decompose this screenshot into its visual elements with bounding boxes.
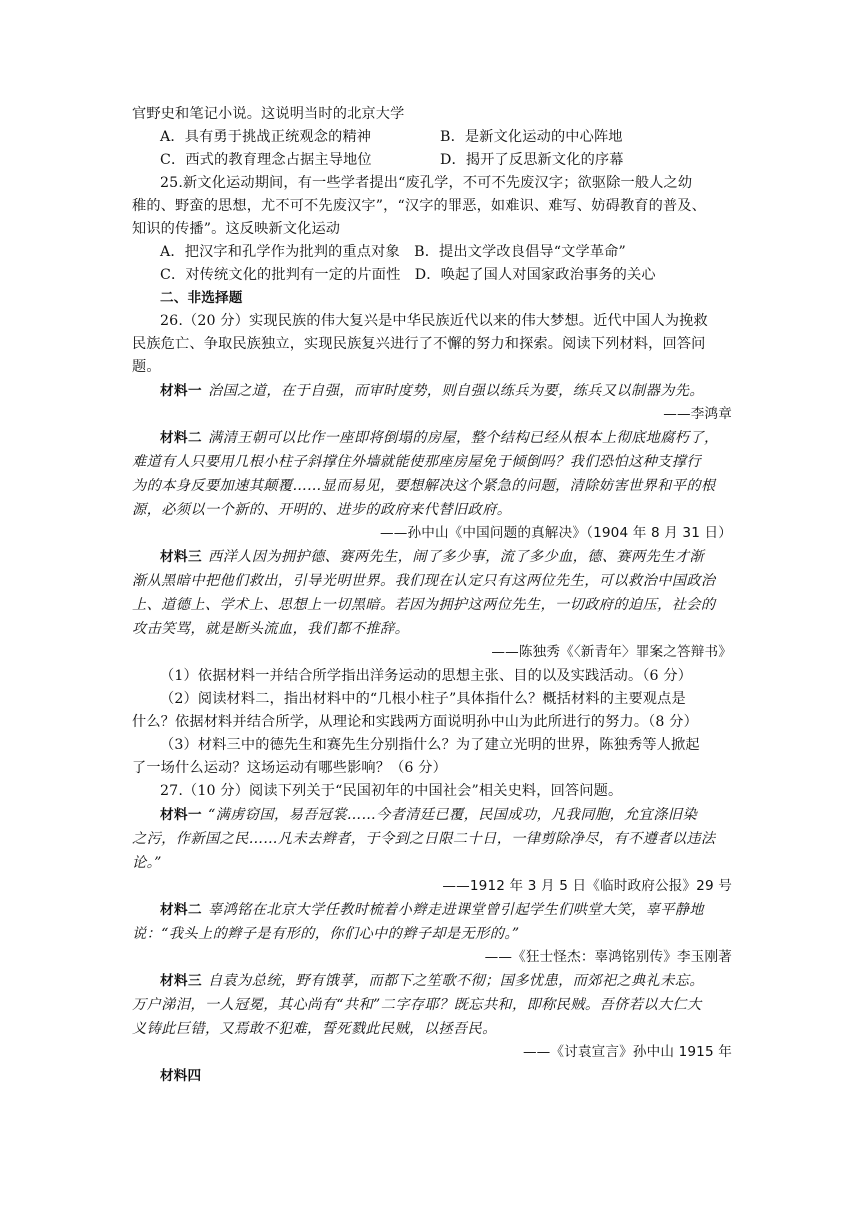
q26-material-1 [160, 380, 732, 402]
q27-material-3-line-1 [160, 970, 732, 992]
q27-material-3-line-2: 万户涕泪，一人冠冕，其心尚有“共和”二字存耶？既忘共和，即称民贼。吾侪若以大仁大 [132, 997, 702, 1013]
q25-stem-line-3: 知识的传播”。这反映新文化运动 [132, 221, 341, 237]
q27-material-1-line-3: 论。” [132, 855, 162, 871]
q27-material-2-source: ——《狂士怪杰：辜鸿铭别传》李玉刚著 [484, 949, 732, 965]
q24-option-a: A．具有勇于挑战正统观念的精神 [160, 129, 372, 145]
q26-material-2-line-1 [160, 427, 732, 449]
q26-subquestion-1: （1）依据材料一并结合所学指出洋务运动的思想主张、目的以及实践活动。（6 分） [160, 668, 693, 684]
q26-material-3-source: ——陈独秀《〈新青年〉罪案之答辩书》 [491, 644, 732, 660]
material-text: 治国之道，在于自强，而审时度势，则自强以练兵为要，练兵又以制器为先。 [207, 383, 704, 399]
material-label: 材料三 [160, 973, 202, 989]
q24-stem-end: 官野史和笔记小说。这说明当时的北京大学 [132, 106, 405, 122]
q27-material-2-line-1 [160, 899, 732, 921]
q26-material-3-line-3: 上、道德上、学术上、思想上一切黑暗。若因为拥护这两位先生，一切政府的迫压，社会的 [132, 597, 716, 613]
q27-material-3-line-3: 义铸此巨错，又焉敢不犯难，誓死戮此民贼，以拯吾民。 [132, 1021, 497, 1037]
q26-material-1-source: ——李鸿章 [663, 406, 732, 422]
material-text: “满虏窃国，易吾冠裳……今者清廷已覆，民国成功，凡我同胞，允宜涤旧染 [207, 807, 698, 823]
q27-material-4-label [160, 1065, 732, 1087]
q26-material-3-line-2: 渐从黑暗中把他们救出，引导光明世界。我们现在认定只有这两位先生，可以救治中国政治 [132, 573, 716, 589]
q26-material-2-line-2: 难道有人只要用几根小柱子斜撑住外墙就能使那座房屋免于倾倒吗？我们恐怕这种支撑行 [132, 454, 701, 470]
q26-stem-line-1: 26.（20 分）实现民族的伟大复兴是中华民族近代以来的伟大梦想。近代中国人为挽救 [160, 313, 708, 329]
q26-subquestion-2-line-1: （2）阅读材料二，指出材料中的“几根小柱子”具体指什么？概括材料的主要观点是 [160, 691, 686, 707]
material-label: 材料三 [160, 549, 202, 565]
material-label: 材料四 [160, 1068, 202, 1084]
q26-material-2-line-3: 为的本身反要加速其颠覆……显而易见，要想解决这个紧急的问题，清除妨害世界和平的根 [132, 478, 716, 494]
q24-option-c: C．西式的教育理念占据主导地位 [160, 152, 372, 168]
q26-subquestion-3-line-2: 了一场什么运动？这场运动有哪些影响？（6 分） [132, 760, 447, 776]
q26-material-3-line-1 [160, 546, 732, 568]
q26-subquestion-2-line-2: 什么？依据材料并结合所学，从理论和实践两方面说明孙中山为此所进行的努力。（8 分） [132, 714, 698, 730]
q27-stem: 27.（10 分）阅读下列关于“民国初年的中国社会”相关史料，回答问题。 [160, 783, 623, 799]
q26-material-2-source: ——孙中山《中国问题的真解决》（1904 年 8 月 31 日） [379, 525, 732, 541]
q27-material-3-source: ——《讨袁宣言》孙中山 1915 年 [522, 1044, 732, 1060]
q26-material-3-line-4: 攻击笑骂，就是断头流血，我们都不推辞。 [132, 621, 410, 637]
q27-material-1-line-1 [160, 804, 732, 826]
q26-material-2-line-4: 源，必须以一个新的、开明的、进步的政府来代替旧政府。 [132, 502, 512, 518]
q25-options-cd: C．对传统文化的批判有一定的片面性 D．唤起了国人对国家政治事务的关心 [160, 267, 656, 283]
q27-material-1-source: ——1912 年 3 月 5 日《临时政府公报》29 号 [442, 878, 732, 894]
material-text: 西洋人因为拥护德、赛两先生，闹了多少事，流了多少血，德、赛两先生才渐 [207, 549, 704, 565]
q24-option-b: B．是新文化运动的中心阵地 [440, 129, 623, 145]
material-text: 满清王朝可以比作一座即将倒塌的房屋，整个结构已经从根本上彻底地腐朽了， [207, 430, 719, 446]
material-label: 材料二 [160, 902, 202, 918]
q26-subquestion-3-line-1: （3）材料三中的德先生和赛先生分别指什么？为了建立光明的世界，陈独秀等人掀起 [160, 737, 700, 753]
q27-material-2-line-2: 说：“我头上的辫子是有形的，你们心中的辫子却是无形的。” [132, 926, 520, 942]
section-heading-non-choice: 二、非选择题 [160, 290, 243, 306]
q25-options-ab: A．把汉字和孔学作为批判的重点对象 B．提出文学改良倡导“文学革命” [160, 244, 626, 260]
material-label: 材料一 [160, 807, 202, 823]
material-label: 材料二 [160, 430, 202, 446]
q26-stem-line-2: 民族危亡、争取民族独立，实现民族复兴进行了不懈的努力和探索。阅读下列材料，回答问 [132, 336, 706, 352]
material-text: 自袁为总统，野有饿莩，而都下之笙歌不彻；国多忧患，而郊祀之典礼未忘。 [207, 973, 704, 989]
q26-stem-line-3: 题。 [132, 359, 161, 375]
material-text: 辜鸿铭在北京大学任教时梳着小辫走进课堂曾引起学生们哄堂大笑，辜平静地 [207, 902, 704, 918]
q25-stem-line-2: 稚的、野蛮的思想，尤不可不先废汉字”，“汉字的罪恶，如难识、难写、妨碍教育的普及、 [132, 198, 706, 214]
q25-stem-line-1: 25.新文化运动期间，有一些学者提出“废孔学，不可不先废汉字；欲驱除一般人之幼 [160, 175, 693, 191]
material-label: 材料一 [160, 383, 202, 399]
q24-option-d: D．揭开了反思新文化的序幕 [440, 152, 624, 168]
q27-material-1-line-2: 之污，作新国之民……凡未去辫者，于令到之日限二十日，一律剪除净尽，有不遵者以违法 [132, 831, 716, 847]
